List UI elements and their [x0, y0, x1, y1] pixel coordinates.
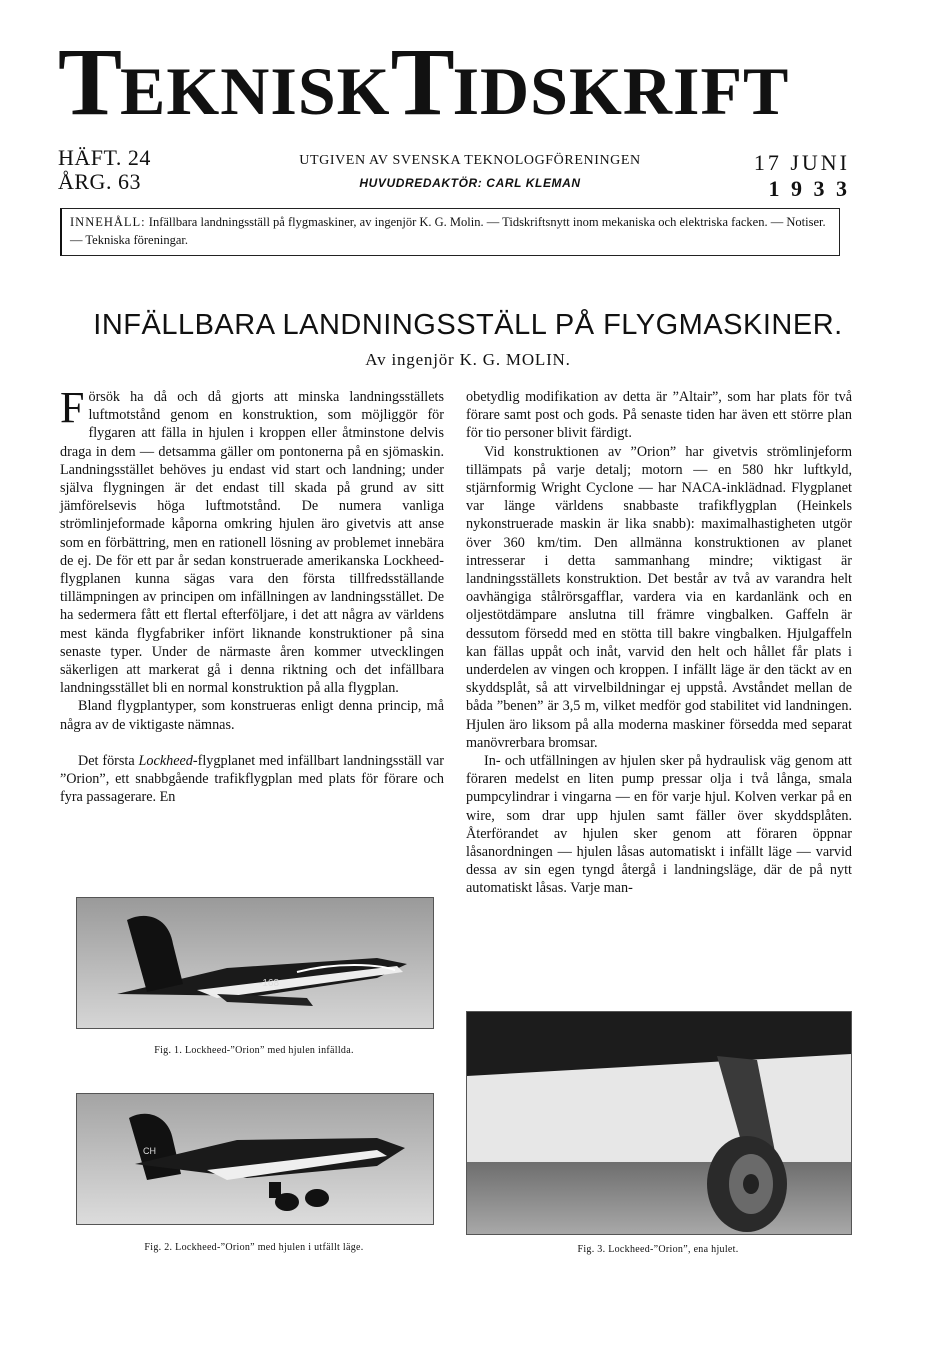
paragraph-6: In- och utfällningen av hjulen sker på hydraulisk väg genom att föraren medelst en liten pump pressar olja i två långa, smala pumpcylindrar i vingarna — en för varje hjul. Kolven verkar på en wire, som drar upp hjulen samt fäller över skyddsplåten. Återförandet av hjulen sker genom att föraren öppnar låsanordningen — hjulen låsas automatiskt i infällt läge — varvid dessa av sin egen tyngd återgå i landningsläge, där de på nytt automatiskt låsas. Varje man- [466, 753, 852, 897]
fig2-tail-marking: CH [143, 1146, 156, 1156]
paragraph-1 [60, 383, 444, 697]
figure-1-photo [76, 897, 434, 1029]
paragraph-5: Vid konstruktionen av ”Orion” har givetvis strömlinjeform tillämpats på varje detalj; motorn — en 580 hkr luftkyld, stjärnformig Wright Cyclone — har NACA-inklädnad. Flygplanet var länge världens snabbaste trafikflygplan (Heinkels nykonstruerade maskin är lika snabb): maximalhastigheten utgör över 360 km/tim. Den allmänna konstruktionen av planet intresserar i detta sammanhang mindre; viktigast är landningsställets konstruktion. Det består av två av varandra helt oavhängiga stålrörsgafflar, vardera via en kardanlänk och en oljestötdämpare anslutna till främre vingbalken. Gaffeln är dessutom försedd med en stötta till bakre vingbalken. Hjulgaffeln kan fällas uppåt och inåt, varvid den helt och hållet får plats i underdelen av vingen och kroppen. I infällt läge är den täckt av en skyddsplåt, så att virvelbildningar ej uppstå. Avståndet mellan de båda ”benen” är 3,5 m, vilket medför god stabilitet vid landningen. Hjulen äro liksom på alla moderna maskiner försedda med separat manövrerbara bromsar. [466, 443, 852, 751]
figure-2-photo [76, 1093, 434, 1225]
masthead-initial-2: T [390, 28, 453, 135]
paragraph-3-start: Det första [78, 752, 139, 769]
issue-date: 17 JUNI [753, 150, 850, 175]
paragraph-3-end: -flygplanet med infällbart landningsställ var ”Orion”, ett snabbgående trafikflygplan med plats för förare och fyra passagerare. En [60, 752, 444, 806]
issue-arg: ÅRG. 63 [58, 169, 141, 194]
contents-box [60, 208, 840, 256]
airplane-flying-illustration [77, 898, 433, 1028]
publisher-line: UTGIVEN AV SVENSKA TEKNOLOGFÖRENINGEN [299, 153, 641, 168]
contents-text: Infällbara landningsställ på flygmaskiner, av ingenjör K. G. Molin. — Tidskriftsnytt inom mekaniska och elektriska facken. — Notiser. — Tekniska föreningar. [70, 215, 826, 247]
fig2-marking: -168 [259, 1163, 282, 1175]
editor-line: HUVUDREDAKTÖR: CARL KLEMAN [359, 176, 581, 190]
airplane-gear-down-illustration [77, 1094, 433, 1224]
figure-3-caption: Fig. 3. Lockheed-”Orion”, ena hjulet. [577, 1244, 739, 1255]
article-column-left [60, 383, 444, 806]
issue-year: 1 9 3 3 [768, 176, 850, 201]
masthead-word-2: IDSKRIFT [452, 53, 790, 129]
landing-wheel-illustration [467, 1012, 851, 1234]
figure-3-photo [466, 1011, 852, 1235]
contents-label: INNEHÅLL: [70, 215, 146, 229]
publisher-block [230, 150, 710, 194]
article-column-right [466, 388, 852, 898]
masthead-title [58, 28, 858, 144]
article-title: INFÄLLBARA LANDNINGSSTÄLL PÅ FLYGMASKINER. [93, 309, 843, 341]
paragraph-2: Bland flygplantyper, som konstrueras enligt denna princip, må några av de viktigaste nämnas. [60, 698, 444, 733]
masthead-initial-1: T [58, 28, 121, 135]
article-author: Av ingenjör K. G. MOLIN. [365, 350, 571, 369]
paragraph-3 [60, 752, 444, 807]
paragraph-1-text: örsök ha då och då gjorts att minska landningsställets luftmotstånd genom en konstruktion, som möjliggör för flygaren att fälla in hjulen i kroppen eller åtminstone delvis draga in dem — detsamma gäller om pontonerna på en sjömaskin. Landningsstället behöves ju endast vid start och landning; under själva flygningen är det endast till skada på grund av sitt jämförelsevis höga luftmotstånd. De numera vanliga strömlinjeformade kåporna omkring hjulen äro givetvis att anse som en förbättring, men en rationell lösning av problemet innebära de ej. De för ett par år sedan konstruerade amerikanska Lockheed-flygplanen kunna sägas vara den första tillfredsställande tillämpningen av principen om infällningen av landningsstället. De ha sedermera fått ett flertal efterföljare, i det att några av världens mest kända flygfabriker infört liknande konstruktioner på sina senaste typer. Under de närmaste åren kommer utvecklingen säkerligen att markerat gå i denna riktning och det infällbara landningsstället bli en normal konstruktion på alla flygplan. [60, 389, 444, 697]
issue-date-block [730, 150, 850, 202]
paragraph-3-italic: Lockheed [138, 752, 193, 769]
masthead-word-1: EKNISK [120, 53, 391, 129]
issue-number-block [58, 146, 151, 194]
fig1-marking: -168 [259, 978, 280, 989]
drop-cap: F [60, 383, 85, 432]
figure-2-caption: Fig. 2. Lockheed-”Orion” med hjulen i utfällt läge. [144, 1242, 364, 1253]
figure-1-caption: Fig. 1. Lockheed-”Orion” med hjulen infällda. [154, 1045, 354, 1056]
issue-haft: HÄFT. 24 [58, 145, 151, 170]
paragraph-4: obetydlig modifikation av detta är ”Altair”, som har plats för två förare samt post och gods. På senaste tiden har även ett större plan för tio personer blivit färdigt. [466, 389, 852, 442]
